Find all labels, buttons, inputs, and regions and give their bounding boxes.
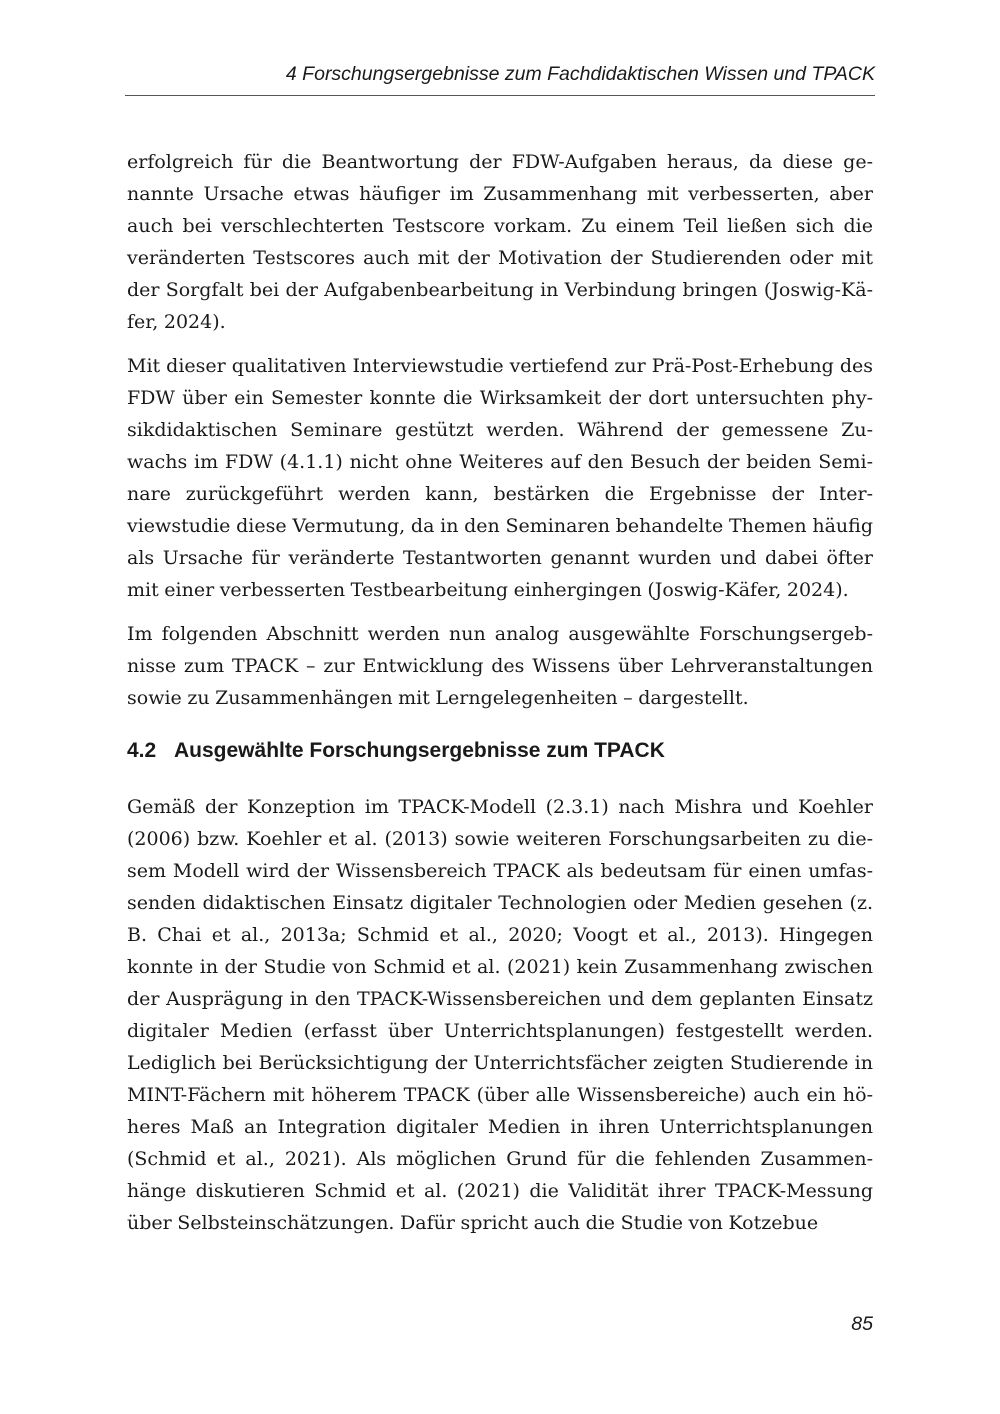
body-paragraph: erfolgreich für die Beantwortung der FDW-Aufgaben heraus, da diese genannte Ursache etwas häufiger im Zusammenhang mit verbesserten, aber auch bei verschlechterten Testscore vorkam. Zu einem Teil ließen sich die veränderten Testscores auch mit der Motivation der Studierenden oder mit der Sorgfalt bei der Aufgabenbearbeitung in Verbindung bringen (Joswig-Käfer, 2024). [127, 151, 873, 333]
body-paragraph: Im folgenden Abschnitt werden nun analog ausgewählte Forschungsergebnisse zum TPACK – zur Entwicklung des Wissens über Lehrveranstaltungen sowie zu Zusammenhängen mit Lerngelegenheiten – dargestellt. [127, 623, 873, 709]
page-number: 85 [851, 1313, 873, 1335]
section-heading [127, 736, 873, 766]
body-paragraph: Mit dieser qualitativen Interviewstudie vertiefend zur Prä-Post-Erhebung des FDW über ein Semester konnte die Wirksamkeit der dort untersuchten physikdidaktischen Seminare gestützt werden. Während der gemessene Zuwachs im FDW (4.1.1) nicht ohne Weiteres auf den Besuch der beiden Seminare zurückgeführt werden kann, bestärken die Ergebnisse der Interviewstudie diese Vermutung, da in den Seminaren behandelte Themen häufig als Ursache für veränderte Testantworten genannt wurden und dabei öfter mit einer verbesserten Testbearbeitung einhergingen (Joswig-Käfer, 2024). [127, 355, 873, 601]
running-header: 4 Forschungsergebnisse zum Fachdidaktischen Wissen und TPACK [285, 63, 875, 85]
header-divider [125, 95, 875, 96]
section-number: 4.2 [127, 739, 157, 762]
body-paragraph: Gemäß der Konzeption im TPACK-Modell (2.3.1) nach Mishra und Koehler (2006) bzw. Koehler et al. (2013) sowie weiteren Forschungsarbeiten zu diesem Modell wird der Wissensbereich TPACK als bedeutsam für einen umfassenden didaktischen Einsatz digitaler Technologien oder Medien gesehen (z. B. Chai et al., 2013a; Schmid et al., 2020; Voogt et al., 2013). Hingegen konnte in der Studie von Schmid et al. (2021) kein Zusammenhang zwischen der Ausprägung in den TPACK-Wissensbereichen und dem geplanten Einsatz digitaler Medien (erfasst über Unterrichtsplanungen) festgestellt werden. Lediglich bei Berücksichtigung der Unterrichtsfächer zeigten Studierende in MINT-Fächern mit höherem TPACK (über alle Wissensbereiche) auch ein höheres Maß an Integration digitaler Medien in ihren Unterrichtsplanungen (Schmid et al., 2021). Als möglichen Grund für die fehlenden Zusammenhänge diskutieren Schmid et al. (2021) die Validität ihrer TPACK-Messung über Selbsteinschätzungen. Dafür spricht auch die Studie von Kotzebue [127, 796, 873, 1234]
page-body [127, 146, 873, 1251]
section-title: Ausgewählte Forschungsergebnisse zum TPACK [174, 739, 665, 762]
